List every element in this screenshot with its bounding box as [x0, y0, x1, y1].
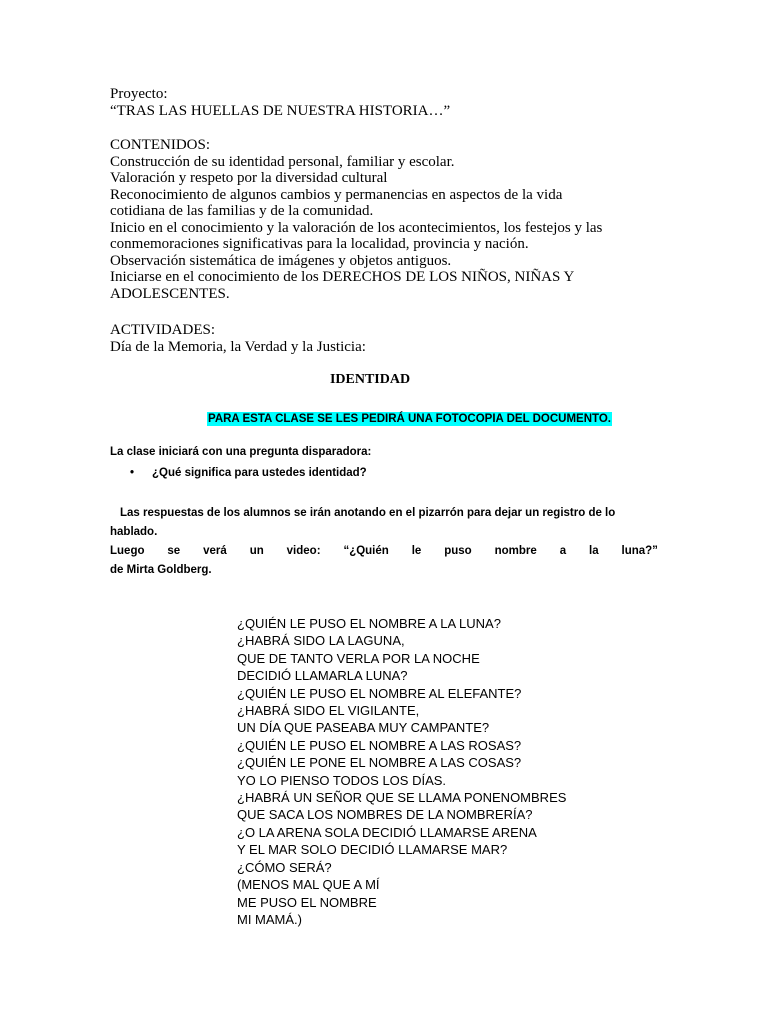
para-line: [110, 504, 658, 523]
video-word: verá: [203, 545, 227, 557]
highlight-note: PARA ESTA CLASE SE LES PEDIRÁ UNA FOTOCOPIA DEL DOCUMENTO.: [208, 413, 611, 425]
poem-line: UN DÍA QUE PASEABA MUY CAMPANTE?: [237, 720, 490, 736]
poem-line: ¿O LA ARENA SOLA DECIDIÓ LLAMARSE ARENA: [237, 824, 537, 840]
contenido-line: Iniciarse en el conocimiento de los DERECHOS DE LOS NIÑOS, NIÑAS Y: [110, 269, 575, 285]
contenido-line: Construcción de su identidad personal, familiar y escolar.: [110, 153, 455, 170]
video-word: puso: [444, 545, 472, 557]
poem-line: QUE SACA LOS NOMBRES DE LA NOMBRERÍA?: [237, 807, 533, 823]
contenidos-heading: CONTENIDOS:: [110, 137, 210, 153]
poem-line: ¿QUIÉN LE PUSO EL NOMBRE A LA LUNA?: [237, 616, 501, 631]
bullet-item: [130, 467, 367, 479]
poem-line: MI MAMÁ.): [237, 911, 302, 927]
video-line: [110, 542, 658, 561]
video-word: luna?”: [621, 545, 658, 557]
video-word: a: [559, 545, 567, 557]
contenido-line: cotidiana de las familias y de la comunidad.: [110, 203, 374, 219]
actividades-section: [110, 322, 670, 355]
video-word: video:: [286, 545, 321, 557]
poem-line: ¿HABRÁ UN SEÑOR QUE SE LLAMA PONENOMBRES: [237, 790, 567, 806]
poem-line: ¿QUIÉN LE PUSO EL NOMBRE AL ELEFANTE?: [237, 685, 522, 701]
project-title: “TRAS LAS HUELLAS DE NUESTRA HISTORIA…”: [110, 102, 451, 119]
poem-line: DECIDIÓ LLAMARLA LUNA?: [237, 668, 408, 684]
poem-line: ¿QUIÉN LE PUSO EL NOMBRE A LAS ROSAS?: [237, 737, 522, 753]
video-word: se: [167, 545, 181, 557]
bullet-question: ¿Qué significa para ustedes identidad?: [152, 467, 367, 479]
para-line: hablado.: [110, 526, 158, 538]
contenido-line: Valoración y respeto por la diversidad cultural: [110, 170, 388, 186]
video-word: “¿Quién: [343, 545, 389, 557]
contenido-line: Observación sistemática de imágenes y objetos antiguos.: [110, 252, 452, 269]
video-word: Luego: [110, 545, 145, 557]
poem-line: QUE DE TANTO VERLA POR LA NOCHE: [237, 650, 480, 666]
contenidos-section: [110, 137, 670, 302]
poem-line: YO LO PIENSO TODOS LOS DÍAS.: [237, 772, 447, 788]
video-author: de Mirta Goldberg.: [110, 564, 212, 576]
contenido-line: Inicio en el conocimiento y la valoración de los acontecimientos, los festejos y las: [110, 219, 603, 236]
poem: [237, 615, 566, 928]
poem-line: ¿HABRÁ SIDO EL VIGILANTE,: [237, 703, 420, 719]
project-label: Proyecto:: [110, 86, 168, 102]
video-word: le: [411, 545, 422, 557]
poem-line: ¿CÓMO SERÁ?: [237, 859, 332, 875]
lead-sentence: La clase iniciará con una pregunta disparadora:: [110, 446, 372, 458]
actividades-line: Día de la Memoria, la Verdad y la Justicia:: [110, 338, 366, 355]
project-header: [110, 86, 670, 119]
poem-line: ¿QUIÉN LE PONE EL NOMBRE A LAS COSAS?: [237, 755, 522, 771]
highlight-note-wrap: [207, 409, 612, 427]
contenido-line: Reconocimiento de algunos cambios y permanencias en aspectos de la vida: [110, 186, 563, 203]
poem-line: (MENOS MAL QUE A MÍ: [237, 877, 380, 893]
video-word: la: [589, 545, 599, 557]
bullet-icon: •: [130, 467, 135, 479]
poem-line: ME PUSO EL NOMBRE: [237, 894, 377, 910]
poem-line: Y EL MAR SOLO DECIDIÓ LLAMARSE MAR?: [237, 842, 508, 858]
para-text: Las respuestas de los alumnos se irán anotando en el pizarrón para dejar un registro de lo: [120, 507, 616, 519]
identidad-heading: IDENTIDAD: [329, 372, 411, 387]
activity-paragraph: [110, 504, 658, 580]
poem-line: ¿HABRÁ SIDO LA LAGUNA,: [237, 633, 405, 649]
video-word: un: [249, 545, 264, 557]
actividades-heading: ACTIVIDADES:: [110, 322, 215, 338]
video-word: nombre: [494, 545, 537, 557]
contenido-line: conmemoraciones significativas para la localidad, provincia y nación.: [110, 236, 529, 252]
contenido-line: ADOLESCENTES.: [110, 285, 230, 302]
